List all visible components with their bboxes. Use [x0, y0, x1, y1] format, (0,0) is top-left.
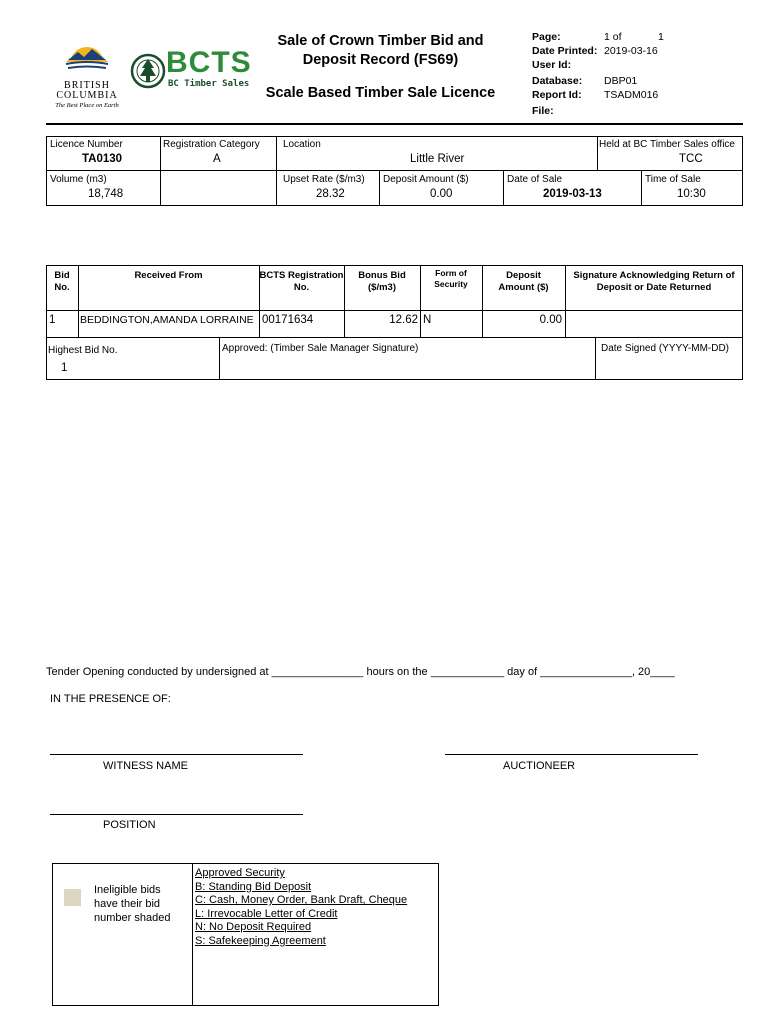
- registration-category-label: Registration Category: [163, 139, 260, 150]
- security-item: L: Irrevocable Letter of Credit: [195, 907, 338, 920]
- office-value: TCC: [679, 153, 703, 165]
- bc-logo-tagline: The Best Place on Earth: [55, 102, 119, 109]
- auctioneer-label: AUCTIONEER: [503, 760, 576, 772]
- security-legend: [195, 867, 407, 948]
- th-bonus-bid: Bonus Bid ($/m3): [358, 270, 406, 293]
- col-divider: [160, 136, 161, 206]
- location-label: Location: [283, 139, 321, 150]
- security-item: C: Cash, Money Order, Bank Draft, Cheque: [195, 894, 408, 906]
- ineligible-line2: have their bid: [94, 898, 161, 910]
- bonus-bid: 12.62: [389, 314, 418, 326]
- legend-divider: [192, 863, 193, 1006]
- date-signed-label: Date Signed (YYYY-MM-DD): [601, 343, 730, 354]
- time-of-sale-value: 10:30: [677, 188, 706, 200]
- form-subtitle: Scale Based Timber Sale Licence: [265, 85, 496, 101]
- date-of-sale-label: Date of Sale: [507, 174, 563, 185]
- highest-bid-label: Highest Bid No.: [48, 345, 118, 356]
- security-item: N: No Deposit Required: [195, 921, 312, 933]
- th-signature: Signature Acknowledging Return of Deposit or Date Returned: [573, 270, 735, 293]
- upset-rate-label: Upset Rate ($/m3): [283, 174, 365, 185]
- security-item: B: Standing Bid Deposit: [195, 880, 312, 893]
- th-received-from: Received From: [134, 270, 203, 281]
- th-bid-no: Bid No.: [54, 270, 70, 293]
- col-divider: [46, 338, 47, 380]
- database-label: Database:: [532, 75, 583, 87]
- shaded-swatch: [64, 889, 81, 906]
- registration-category: A: [213, 153, 221, 165]
- bc-gov-logo: [48, 40, 126, 109]
- col-divider: [379, 170, 380, 206]
- office-label: Held at BC Timber Sales office: [599, 139, 735, 150]
- tender-opening-line: Tender Opening conducted by undersigned at _______________ hours on the ____________ day of _______________, 20____: [46, 666, 675, 678]
- date-of-sale-value: 2019-03-13: [543, 188, 602, 200]
- col-divider: [595, 338, 596, 380]
- licence-number: TA0130: [82, 153, 123, 165]
- time-of-sale-label: Time of Sale: [645, 174, 701, 185]
- col-divider: [276, 136, 277, 206]
- volume-label: Volume (m3): [50, 174, 107, 185]
- bcts-subtitle: BC Timber Sales: [168, 79, 250, 89]
- deposit-amount-value: 0.00: [430, 188, 453, 200]
- licence-number-label: Licence Number: [50, 139, 123, 150]
- col-divider: [503, 170, 504, 206]
- col-divider: [219, 338, 220, 380]
- page-label: Page:: [532, 31, 561, 43]
- bids-header-divider: [46, 310, 743, 311]
- bc-logo-line2: COLUMBIA: [56, 90, 118, 101]
- th-bcts-reg: BCTS Registration No.: [259, 270, 344, 293]
- bc-logo-line1: BRITISH: [64, 80, 110, 91]
- position-label: POSITION: [103, 819, 156, 831]
- th-form-of-security: Form of Security: [434, 268, 468, 289]
- page-total: 1: [658, 31, 664, 43]
- approval-bottom-line: [46, 379, 743, 380]
- database-value: DBP01: [604, 75, 638, 87]
- bc-sun-icon: [48, 40, 126, 76]
- bcts-reg: 00171634: [262, 314, 314, 326]
- licence-row-divider: [46, 170, 743, 171]
- location-value: Little River: [410, 153, 465, 165]
- witness-name-label: WITNESS NAME: [103, 760, 188, 772]
- report-id-value: TSADM016: [604, 89, 659, 101]
- form-title: [258, 32, 503, 70]
- ineligible-note: [94, 883, 170, 925]
- security-item: S: Safekeeping Agreement: [195, 934, 326, 947]
- th-deposit-amount: Deposit Amount ($): [498, 270, 549, 293]
- auctioneer-signature-line[interactable]: [445, 754, 698, 755]
- page-value: 1 of: [604, 31, 622, 43]
- position-signature-line[interactable]: [50, 814, 303, 815]
- presence-label: IN THE PRESENCE OF:: [50, 693, 171, 705]
- highest-bid-value: 1: [61, 362, 68, 374]
- bcts-logo: [130, 46, 250, 98]
- volume-value: 18,748: [88, 188, 124, 200]
- tree-seal-icon: [130, 46, 166, 96]
- header-divider: [46, 123, 743, 125]
- bcts-wordmark: BCTS: [166, 46, 252, 79]
- ineligible-line3: number shaded: [94, 912, 171, 924]
- approved-label: Approved: (Timber Sale Manager Signature): [222, 343, 419, 354]
- security-title: Approved Security: [195, 867, 285, 879]
- upset-rate-value: 28.32: [316, 188, 345, 200]
- col-divider: [597, 136, 598, 170]
- ineligible-line1: Ineligible bids: [94, 884, 161, 896]
- witness-signature-line[interactable]: [50, 754, 303, 755]
- received-from: BEDDINGTON,AMANDA LORRAINE: [80, 314, 254, 326]
- form-title-line1: Sale of Crown Timber Bid and: [277, 33, 484, 49]
- deposit-amount-label: Deposit Amount ($): [383, 174, 469, 185]
- date-printed-label: Date Printed:: [532, 45, 598, 57]
- file-label: File:: [532, 105, 554, 117]
- user-id-label: User Id:: [532, 59, 572, 71]
- form-title-line2: Deposit Record (FS69): [302, 52, 459, 68]
- report-id-label: Report Id:: [532, 89, 582, 101]
- date-printed: 2019-03-16: [604, 45, 658, 57]
- col-divider: [641, 170, 642, 206]
- bid-no: 1: [49, 314, 56, 326]
- deposit-amount: 0.00: [539, 314, 562, 326]
- col-divider: [742, 338, 743, 380]
- form-of-security: N: [423, 314, 432, 326]
